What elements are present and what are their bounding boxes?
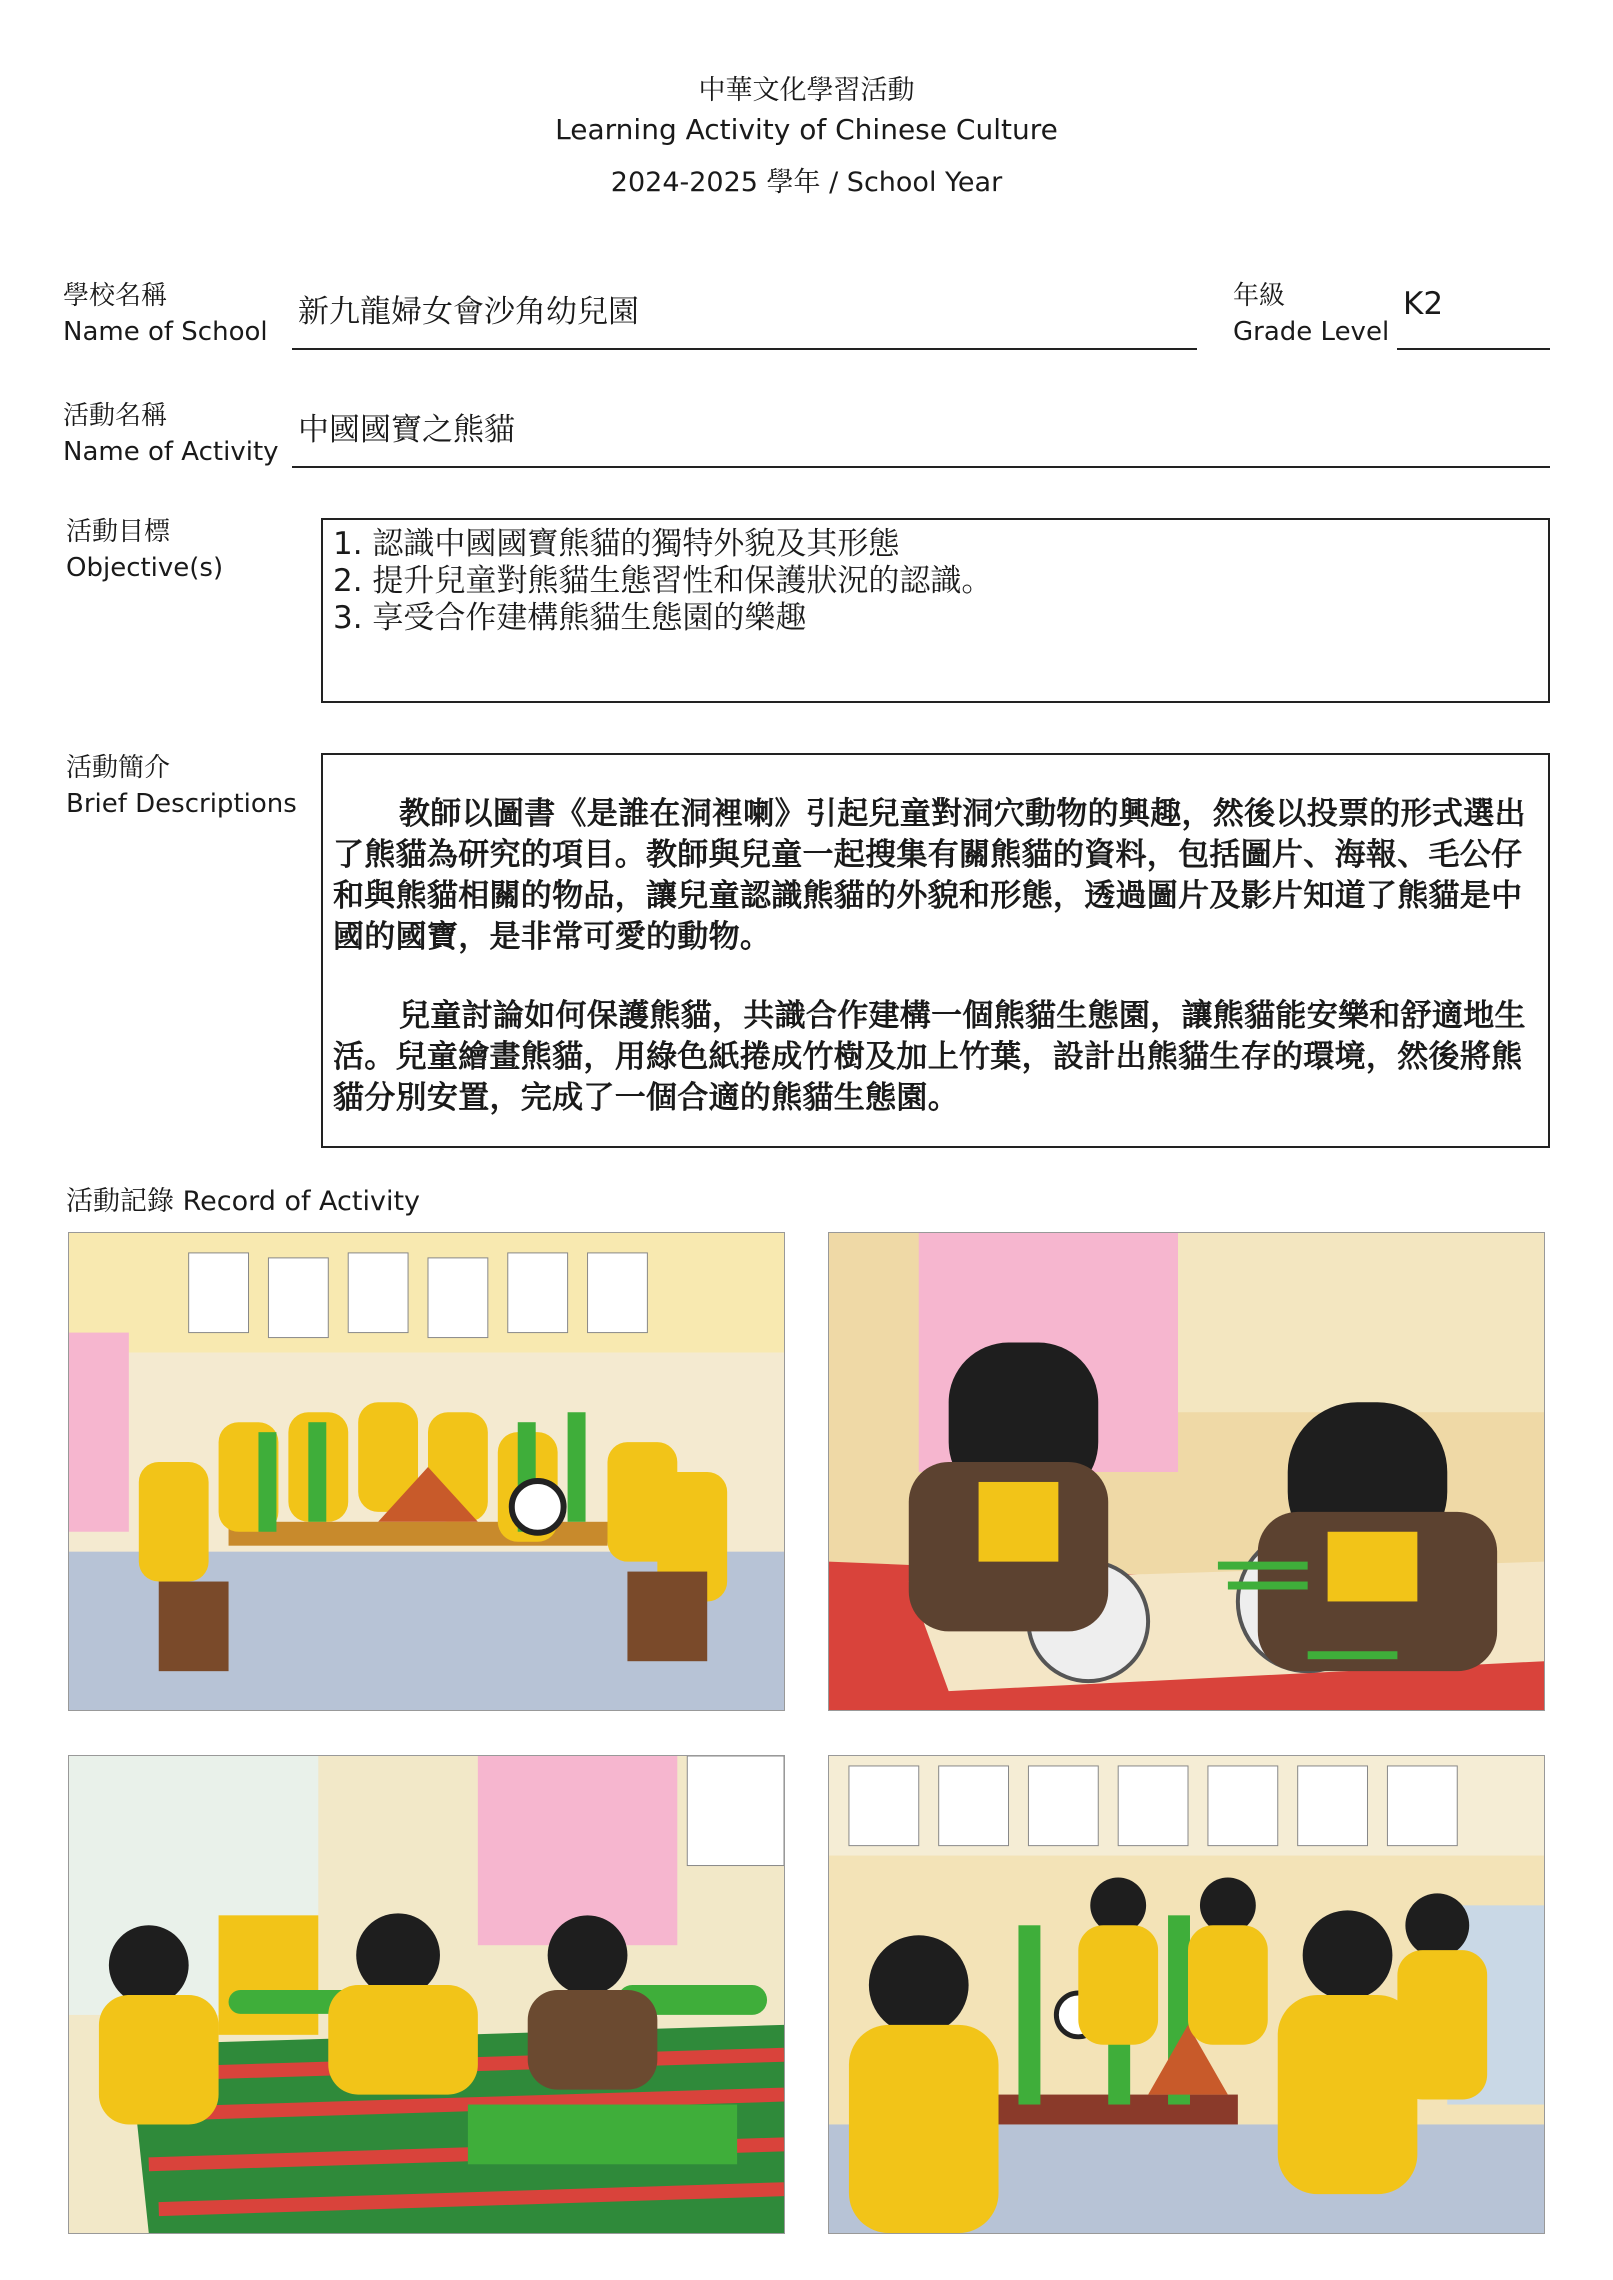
title-zh: 中華文化學習活動	[698, 75, 915, 106]
record-label: 活動記錄 Record of Activity	[66, 1186, 421, 1217]
school-label: 學校名稱 Name of School	[63, 281, 268, 347]
grade-value: K2	[1403, 286, 1444, 322]
description-box	[321, 753, 1550, 1148]
description-paragraph: 教師以圖書《是誰在洞裡喇》引起兒童對洞穴動物的興趣，然後以投票的形式選出了熊貓為研究的項目。教師與兒童一起搜集有關熊貓的資料，包括圖片、海報、毛公仔和與熊貓相關的物品，讓兒童認識熊貓的外貌和形態，透過圖片及影片知道了熊貓是中國的國寶，是非常可愛的動物。	[333, 796, 1526, 955]
school-name-field	[292, 282, 1197, 350]
school-name-value: 新九龍婦女會沙角幼兒園	[298, 294, 639, 330]
activity-label: 活動名稱 Name of Activity	[63, 401, 279, 467]
activity-photo-4	[828, 1755, 1545, 2234]
activity-photo-1	[68, 1232, 785, 1711]
grade-label: 年級 Grade Level	[1233, 281, 1390, 347]
activity-photo-3	[68, 1755, 785, 2234]
objectives-label: 活動目標 Objective(s)	[66, 517, 224, 583]
objective-item: 1. 認識中國國寶熊貓的獨特外貌及其形態	[333, 526, 900, 562]
activity-name-field	[292, 400, 1550, 468]
activity-name-value: 中國國寶之熊貓	[298, 412, 515, 448]
school-year: 2024-2025 學年 / School Year	[610, 167, 1003, 198]
objective-item: 3. 享受合作建構熊貓生態園的樂趣	[333, 600, 807, 636]
description-label: 活動簡介 Brief Descriptions	[66, 753, 297, 819]
grade-field	[1397, 282, 1550, 350]
description-paragraph: 兒童討論如何保護熊貓，共識合作建構一個熊貓生態園，讓熊貓能安樂和舒適地生活。兒童繪畫熊貓，用綠色紙捲成竹樹及加上竹葉，設計出熊貓生存的環境，然後將熊貓分別安置，完成了一個合適的熊貓生態園。	[333, 998, 1526, 1116]
title-en: Learning Activity of Chinese Culture	[555, 113, 1058, 146]
objective-item: 2. 提升兒童對熊貓生態習性和保護狀況的認識。	[333, 563, 993, 599]
activity-photo-2	[828, 1232, 1545, 1711]
objectives-box	[321, 518, 1550, 703]
